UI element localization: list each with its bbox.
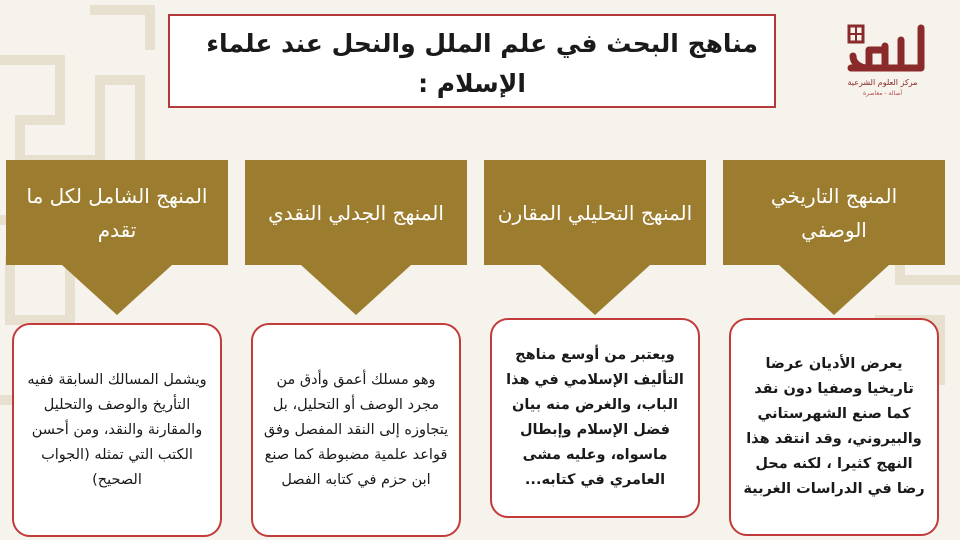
title-box — [168, 14, 776, 108]
column-analytical — [484, 160, 706, 488]
logo — [835, 20, 930, 100]
column-body-text: ويعتبر من أوسع مناهج التأليف الإسلامي في هذا الباب، والغرض منه بيان فضل الإسلام وإبطال ماسواه، وعليه مشى العامري في كتابه... — [506, 347, 684, 488]
column-heading: المنهج التحليلي المقارن — [484, 160, 706, 265]
column-body-text: وهو مسلك أعمق وأدق من مجرد الوصف أو التحليل، بل يتجاوزه إلى النقد المفصل وفق قواعد علمية مضبوطة كما صنع ابن حزم في كتابه الفصل — [263, 371, 449, 488]
column-body-text: يعرض الأديان عرضا تاريخيا وصفيا دون نقد كما صنع الشهرستاني والبيروني، وقد انتقد هذا النهج كثيرا ، لكنه محل رضا في الدراسات الغربية — [743, 356, 925, 497]
column-heading: المنهج الشامل لكل ما تقدم — [6, 160, 228, 265]
column-dialectical — [245, 160, 467, 488]
title-line-2: الإسلام : — [418, 69, 526, 98]
column-body — [251, 323, 461, 537]
column-historical — [723, 160, 945, 497]
column-body — [490, 318, 700, 518]
down-arrow-icon — [62, 265, 172, 315]
column-body — [12, 323, 222, 537]
logo-subtitle: مركز العلوم الشرعية — [847, 78, 918, 87]
column-heading: المنهج التاريخي الوصفي — [723, 160, 945, 265]
column-body — [729, 318, 939, 536]
column-body-text: ويشمل المسالك السابقة ففيه التأريخ والوصف والتحليل والمقارنة والنقد، ومن أحسن الكتب التي تمثله (الجواب الصحيح) — [27, 371, 207, 488]
column-comprehensive — [6, 160, 228, 488]
column-heading: المنهج الجدلي النقدي — [245, 160, 467, 265]
title-line-1: مناهج البحث في علم الملل والنحل عند علماء — [206, 29, 758, 58]
down-arrow-icon — [779, 265, 889, 315]
down-arrow-icon — [540, 265, 650, 315]
logo-tagline: أصالة - معاصرة — [862, 90, 903, 97]
down-arrow-icon — [301, 265, 411, 315]
logo-icon — [835, 20, 930, 78]
